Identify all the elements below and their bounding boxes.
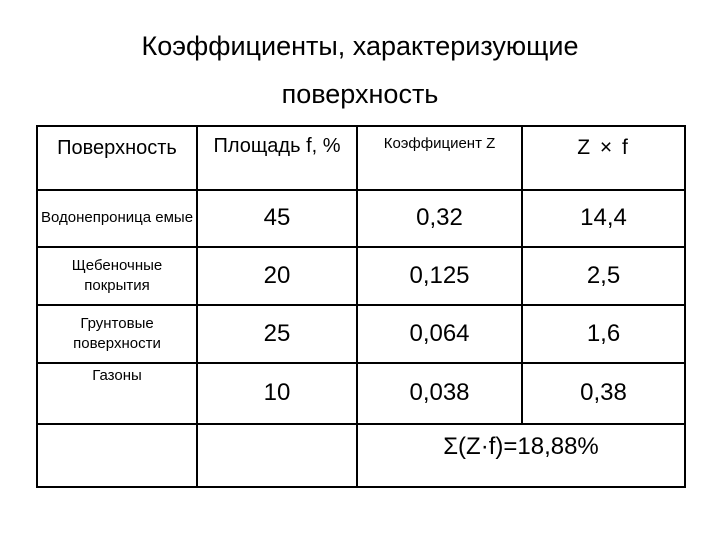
row-surface-name: Водонепроница емые (37, 190, 197, 246)
header-product: Z × f (522, 126, 685, 190)
title-line-2: поверхность (281, 79, 439, 109)
row-surface-name: Щебеночные покрытия (37, 247, 197, 305)
table-row (37, 363, 685, 423)
row-product: 14,4 (522, 190, 685, 246)
row-coefficient: 0,125 (357, 247, 522, 305)
row-product: 2,5 (522, 247, 685, 305)
sum-total: Σ(Z·f)=18,88% (357, 424, 685, 487)
row-product: 0,38 (522, 363, 685, 423)
table-row (37, 190, 685, 246)
row-area: 25 (197, 305, 357, 363)
row-area: 45 (197, 190, 357, 246)
coefficients-table (36, 125, 686, 488)
row-surface-name: Грунтовые поверхности (37, 305, 197, 363)
header-coefficient: Коэффициент Z (357, 126, 522, 190)
row-coefficient: 0,038 (357, 363, 522, 423)
header-area: Площадь f, % (197, 126, 357, 190)
title-line-1: Коэффициенты, характеризующие (141, 31, 579, 61)
sum-empty-cell-1 (37, 424, 197, 487)
table-row (37, 305, 685, 363)
header-row (37, 126, 685, 190)
row-product: 1,6 (522, 305, 685, 363)
row-coefficient: 0,32 (357, 190, 522, 246)
row-surface-name: Газоны (37, 363, 197, 423)
row-area: 10 (197, 363, 357, 423)
row-area: 20 (197, 247, 357, 305)
sum-empty-cell-2 (197, 424, 357, 487)
sum-row (37, 424, 685, 487)
slide-title (0, 22, 720, 118)
header-surface: Поверхность (37, 126, 197, 190)
table-row (37, 247, 685, 305)
row-coefficient: 0,064 (357, 305, 522, 363)
